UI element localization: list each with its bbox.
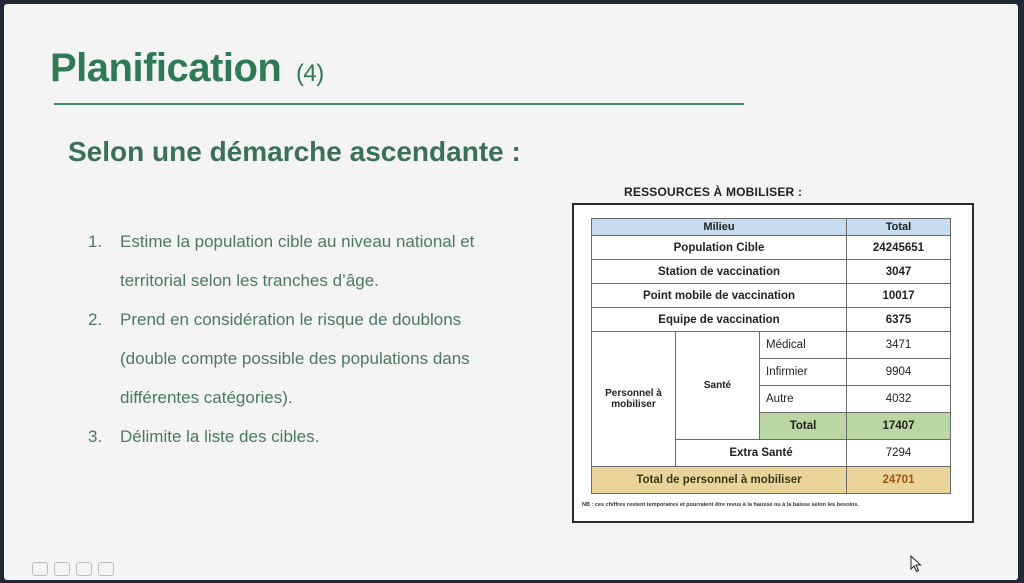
sante-row-label: Infirmier [760,359,847,386]
list-item-text: Estime la population cible au niveau national et territorial selon les tranches d’âge. [120,232,475,290]
sante-row-label: Autre [760,386,847,413]
personnel-label: Personnel à mobiliser [592,332,676,467]
row-value: 6375 [847,308,951,332]
list-item [88,417,508,456]
title-underline [54,103,744,105]
slide [4,4,1018,580]
prev-slide-icon[interactable] [32,562,48,576]
list-item-number: 2. [88,310,103,329]
row-label: Point mobile de vaccination [592,284,847,308]
row-value: 24245651 [847,236,951,260]
table-row [592,284,951,308]
sante-total-value: 17407 [847,413,951,440]
slide-title-text: Planification [50,46,282,90]
mouse-cursor-icon [910,555,922,573]
table-row [592,332,951,359]
table-row [592,260,951,284]
grand-total-value: 24701 [847,467,951,494]
sante-row-value: 3471 [847,332,951,359]
slide-subtitle: Selon une démarche ascendante : [68,136,521,167]
slide-title-number: (4) [295,60,324,87]
list-item-number: 3. [88,427,103,446]
header-milieu: Milieu [592,219,847,236]
list-item [88,300,508,417]
list-item-text: Délimite la liste des cibles. [120,427,320,446]
row-value: 3047 [847,260,951,284]
table-row [592,467,951,494]
row-label: Equipe de vaccination [592,308,847,332]
list-item [88,222,508,300]
pen-icon[interactable] [76,562,92,576]
table-row [592,308,951,332]
next-slide-icon[interactable] [54,562,70,576]
header-total: Total [847,219,951,236]
row-label: Population Cible [592,236,847,260]
presentation-controls [32,562,114,576]
table-header-row [592,219,951,236]
list-item-number: 1. [88,232,103,251]
extra-sante-value: 7294 [847,440,951,467]
panel-top-border [572,203,972,205]
grand-total-label: Total de personnel à mobiliser [592,467,847,494]
sante-row-label: Médical [760,332,847,359]
row-value: 10017 [847,284,951,308]
sante-row-value: 4032 [847,386,951,413]
list-item-text: Prend en considération le risque de doublons (double compte possible des populations dans différentes catégories). [120,310,470,407]
sante-total-label: Total [760,413,847,440]
zoom-icon[interactable] [98,562,114,576]
panel-title: RESSOURCES À MOBILISER : [618,185,808,199]
extra-sante-label: Extra Santé [676,440,847,467]
steps-list [88,222,508,456]
resources-table [591,218,951,494]
row-label: Station de vaccination [592,260,847,284]
table-row [592,236,951,260]
sante-label: Santé [676,332,760,440]
table-note: NB : ces chiffres restent temporaires et pourraient être revus à la hausse ou à la baisse selon les besoins. [582,502,859,508]
sante-row-value: 9904 [847,359,951,386]
slide-title [50,46,324,91]
